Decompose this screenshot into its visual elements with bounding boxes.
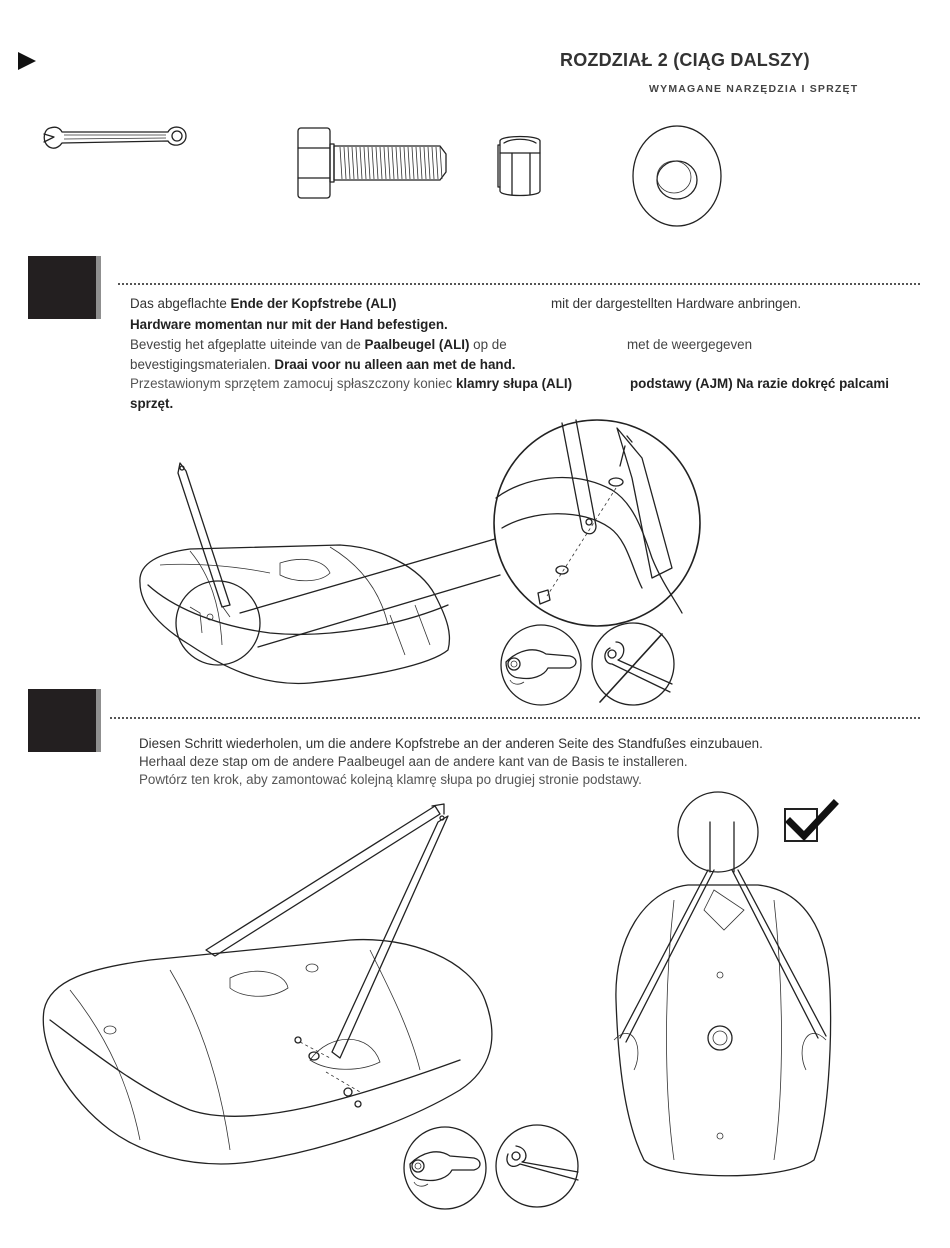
base-with-brace-illustration [130,455,470,695]
wrench-tighten-icon [590,622,676,706]
nut-icon [494,133,546,199]
step-1-nl-text-4: bevestigingsmaterialen. [130,357,275,372]
step-1-nl-text-3: met de weergegeven [627,337,753,352]
step-1-nl-part: Paalbeugel (ALI) [364,337,470,352]
hand-tighten-icon-2 [402,1126,488,1210]
step-2-divider [110,717,920,719]
step-2-marker-edge [96,689,101,752]
checkmark-icon [788,800,838,844]
hand-tighten-icon [498,624,584,706]
step-1-de-note: Hardware momentan nur mit der Hand befestigen. [130,317,448,332]
step-1-nl-note: Draai voor nu alleen aan met de hand. [274,357,516,372]
step-2-nl-text: Herhaal deze stap om de andere Paalbeugel aan de andere kant van de Basis te installeren. [139,754,688,769]
wrench-icon [40,120,190,160]
play-arrow-icon [18,52,36,70]
step-1-pl-part: klamry słupa (ALI) [455,376,573,391]
step-1-divider [118,283,920,285]
step-1-marker [28,256,99,319]
step-2-pl-text: Powtórz ten krok, aby zamontować kolejną klamrę słupa po drugiej stronie podstawy. [139,772,642,787]
step-1-pl-note-end: sprzęt. [130,396,174,411]
step-1-nl-text-2: op de [469,337,507,352]
chapter-subtitle: WYMAGANE NARZĘDZIA I SPRZĘT [649,83,859,95]
step-2-marker [28,689,99,752]
step-2-instructions [139,734,919,794]
step-1-pl-note: podstawy (AJM) Na razie dokręć palcami [630,376,889,391]
washer-icon [630,124,724,228]
step-2-de-text: Diesen Schritt wiederholen, um die andere Kopfstrebe an der anderen Seite des Standfußes einzubauen. [139,736,763,751]
top-view-illustration [604,790,844,1190]
step-1-instructions [130,294,930,424]
bolt-icon [296,126,448,200]
step-1-de-text-end: mit der dargestellten Hardware anbringen. [551,296,802,311]
step-1-pl-text: Przestawionym sprzętem zamocuj spłaszczony koniec [130,376,456,391]
base-with-two-braces-illustration [30,800,500,1175]
detail-zoom-circle [492,418,702,628]
step-1-marker-edge [96,256,101,319]
step-1-de-part: Ende der Kopfstrebe (ALI) [230,296,397,311]
chapter-title: ROZDZIAŁ 2 (CIĄG DALSZY) [560,50,810,70]
wrench-tighten-icon-2 [494,1124,580,1208]
step-1-nl-text: Bevestig het afgeplatte uiteinde van de [130,337,365,352]
step-1-de-text: Das abgeflachte [130,296,231,311]
